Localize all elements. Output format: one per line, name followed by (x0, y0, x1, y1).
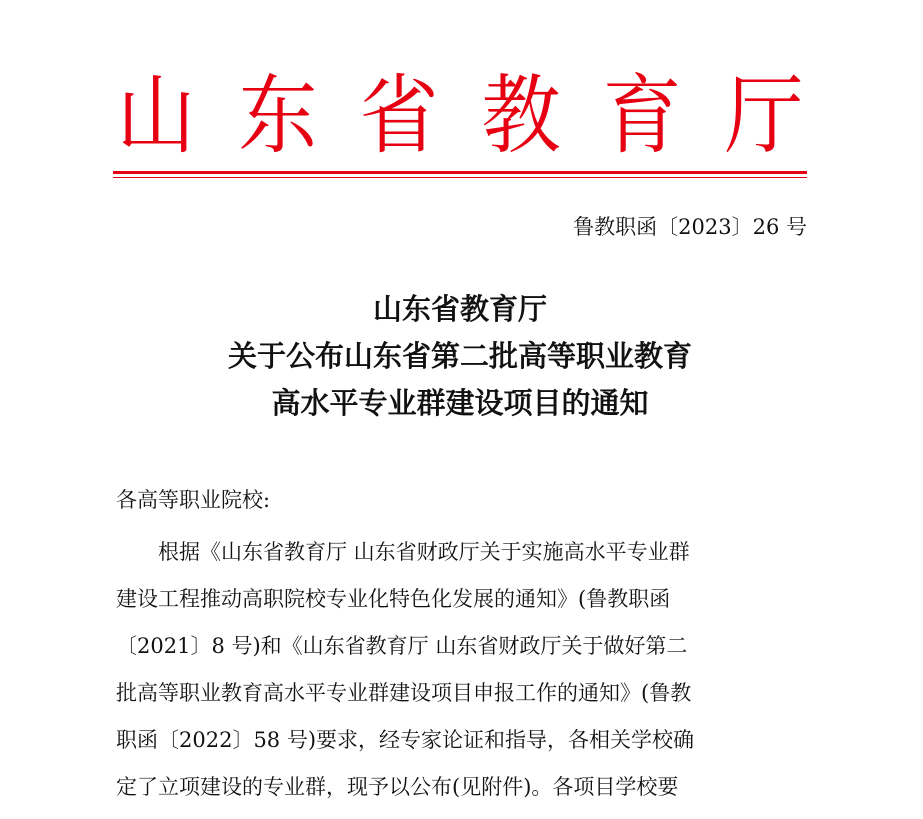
body-text (116, 537, 810, 819)
body-line: 批高等职业教育高水平专业群建设项目申报工作的通知》(鲁教 (116, 681, 692, 705)
letterhead-char-3: 省 (359, 66, 439, 166)
body-line: 职函〔2022〕58 号)要求，经专家论证和指导，各相关学校确 (116, 728, 695, 752)
document-number: 鲁教职函〔2023〕26 号 (573, 215, 807, 239)
letterhead-char-4: 教 (481, 66, 561, 166)
letterhead-char-6: 厅 (724, 66, 804, 166)
body-line: 建设工程推动高职院校专业化特色化发展的通知》(鲁教职函 (116, 587, 671, 611)
title-line-1: 山东省教育厅 (372, 292, 547, 326)
body-line: 定了立项建设的专业群，现予以公布(见附件)。各项目学校要 (116, 775, 679, 799)
letterhead-rule-thin (113, 177, 807, 178)
letterhead-rule-thick (113, 171, 807, 174)
body-line: 根据《山东省教育厅 山东省财政厅关于实施高水平专业群 (158, 540, 690, 564)
salutation: 各高等职业院校: (116, 488, 271, 512)
title-line-2: 关于公布山东省第二批高等职业教育 (227, 339, 692, 373)
letterhead-char-2: 东 (238, 66, 318, 166)
title-line-3: 高水平专业群建设项目的通知 (271, 386, 649, 420)
letterhead-title (113, 66, 807, 166)
letterhead-char-5: 育 (602, 66, 682, 166)
body-line: 〔2021〕8 号)和《山东省教育厅 山东省财政厅关于做好第二 (116, 634, 688, 658)
document-title (113, 286, 807, 427)
letterhead-char-1: 山 (116, 66, 196, 166)
